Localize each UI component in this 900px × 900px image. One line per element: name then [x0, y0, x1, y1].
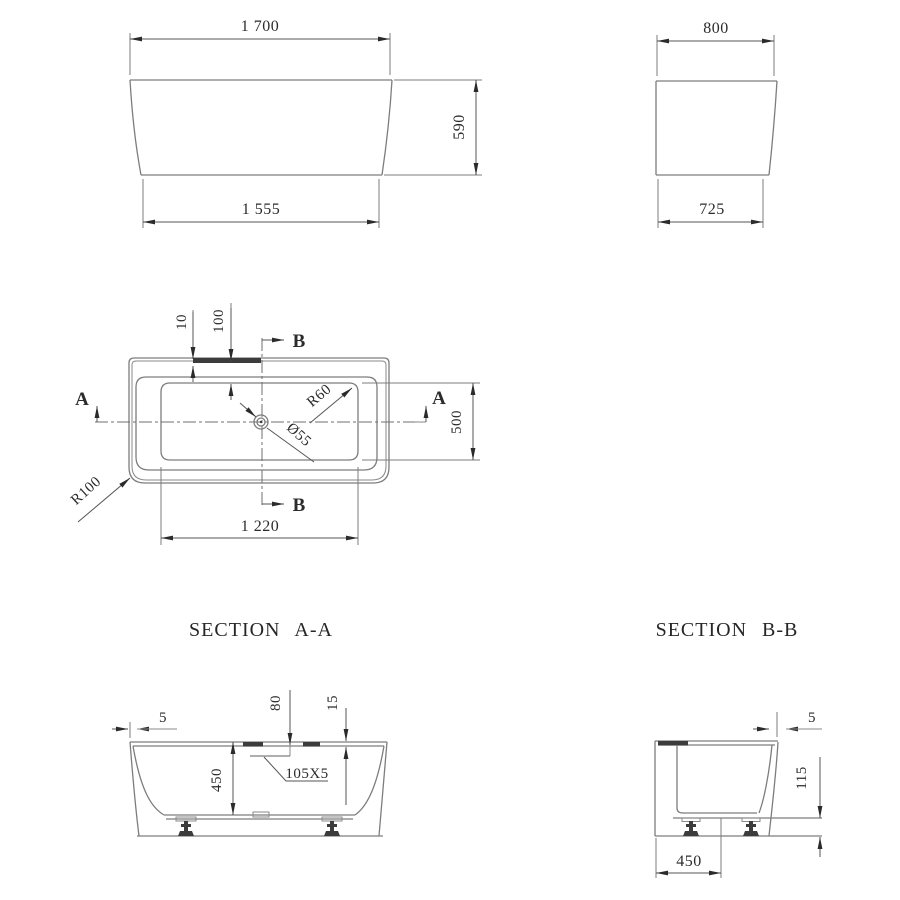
section-marker-a-left	[75, 389, 97, 422]
front-tub-outline	[130, 80, 392, 175]
plan-overflow-slot	[193, 358, 261, 363]
dim-label-rim-edge: 10	[174, 314, 190, 330]
dim-label-side-top-width: 800	[703, 20, 729, 37]
side-view	[656, 20, 777, 228]
front-view	[130, 18, 482, 228]
section-aa	[112, 619, 387, 836]
aa-rim-cut-segment	[243, 742, 263, 747]
dim-label-foot-clearance: 115	[794, 766, 810, 790]
aa-rim-cut-segment	[303, 742, 320, 747]
plan-outer-edge-inner-line	[132, 361, 386, 480]
aa-foot-right	[322, 817, 342, 836]
plan-view	[68, 303, 480, 545]
dim-label-side-bottom-width: 725	[699, 201, 725, 218]
section-aa-title: SECTION A-A	[189, 619, 333, 641]
section-letter-b: B	[292, 331, 306, 352]
dim-label-drain-offset: 450	[676, 853, 702, 870]
section-letter-a: A	[432, 388, 446, 409]
dim-label-deck-width: 100	[211, 309, 227, 333]
bb-rim-cut-segment	[658, 741, 688, 746]
dim-label-basin-depth: 450	[209, 768, 225, 792]
section-marker-b-bottom	[262, 495, 306, 516]
dim-label-overflow-depth: 80	[268, 695, 284, 711]
dim-label-outer-corner-radius: R100	[68, 473, 105, 509]
bb-basin-profile	[677, 745, 772, 813]
dim-label-front-bottom-width: 1 555	[241, 201, 281, 218]
dim-label-overflow-slot: 105X5	[285, 766, 329, 782]
section-marker-a-right	[415, 388, 446, 422]
dim-label-basin-width: 500	[449, 410, 465, 434]
dim-label-front-top-width: 1 700	[240, 18, 280, 35]
side-tub-outline	[656, 81, 777, 175]
dim-label-front-height: 590	[451, 114, 468, 140]
section-bb	[655, 619, 822, 878]
dim-label-basin-length: 1 220	[240, 518, 280, 535]
bb-foot-right	[742, 818, 760, 836]
plan-deck-inner-edge	[136, 377, 377, 470]
section-marker-b-top	[262, 331, 306, 352]
dim-label-rim-thickness: 5	[159, 710, 167, 726]
dim-label-wall-thickness: 5	[808, 710, 816, 726]
aa-foot-left	[176, 817, 196, 836]
dim-label-rim-band: 15	[325, 695, 341, 711]
dim-label-basin-corner-radius: R60	[304, 381, 335, 411]
section-letter-a: A	[75, 389, 89, 410]
section-letter-b: B	[292, 495, 306, 516]
leader-drain-arrow	[240, 403, 256, 417]
bb-foot-left	[682, 818, 700, 836]
section-bb-title: SECTION B-B	[655, 619, 799, 641]
dim-label-drain-diameter: Ø55	[283, 419, 315, 451]
